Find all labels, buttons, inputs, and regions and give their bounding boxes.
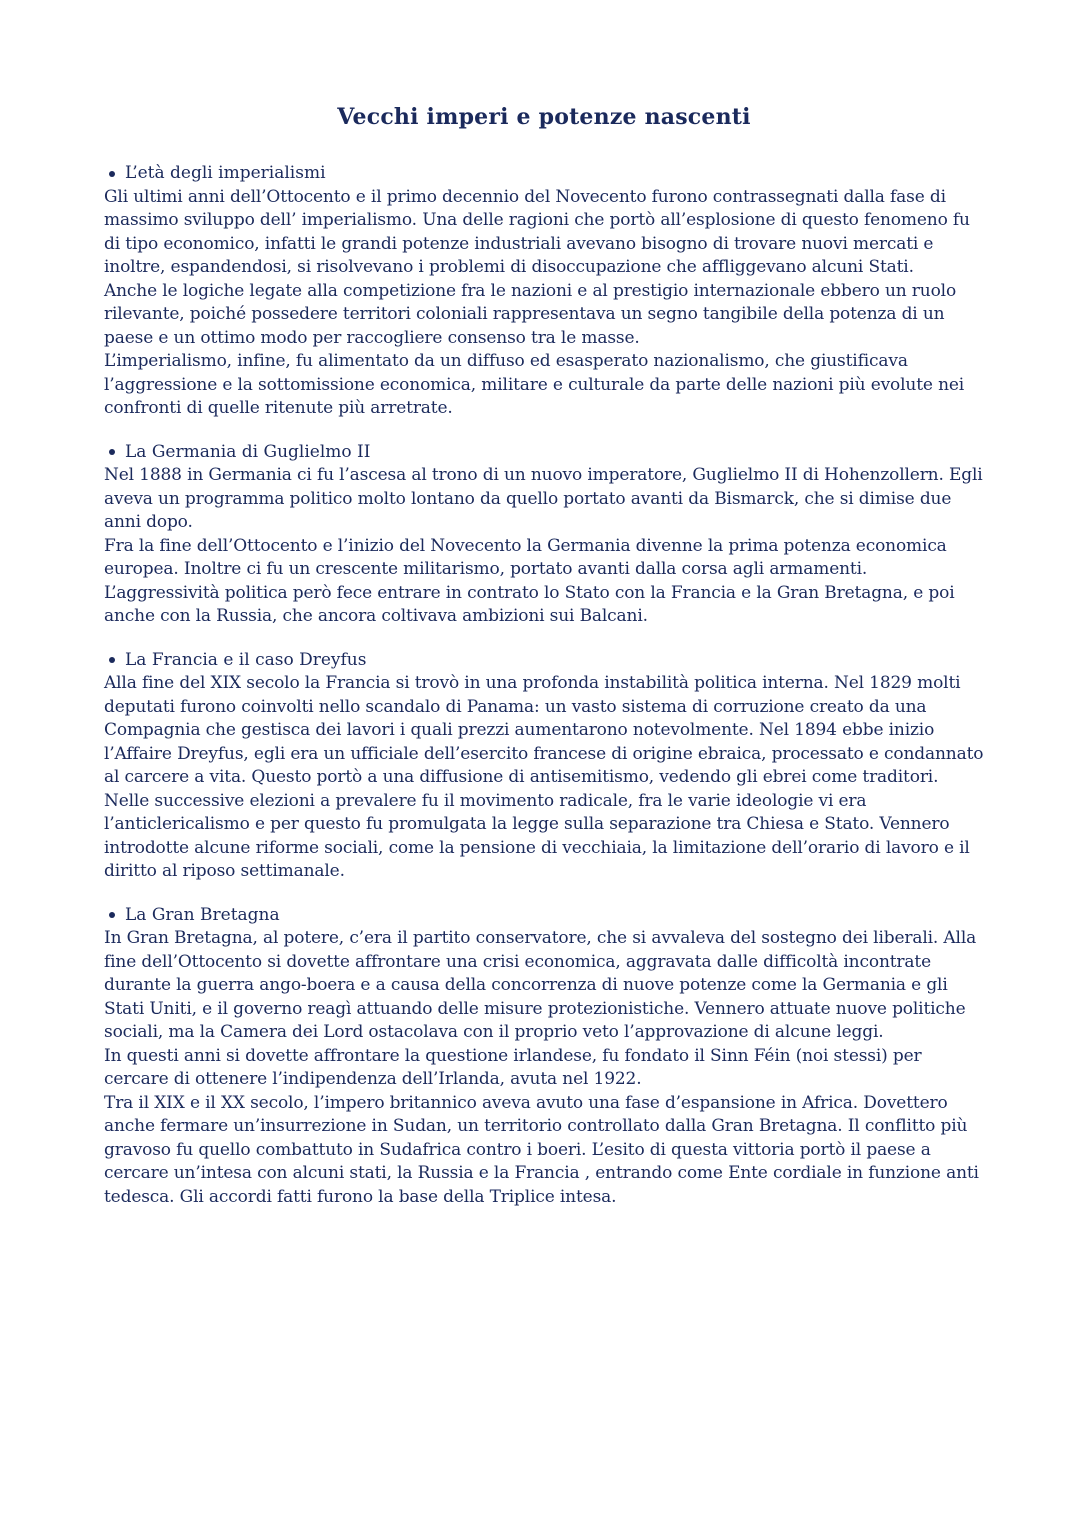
bullet-icon [109, 449, 115, 455]
paragraph: In Gran Bretagna, al potere, c’era il partito conservatore, che si avvaleva del sostegno dei liberali. Alla fine dell’Ottocento si dovette affrontare una crisi economica, aggravata dalle difficoltà incontrate durante la guerra ango-boera e a causa della concorrenza di nuove potenze come la Germania e gli Stati Uniti, e il governo reagì attuando delle misure protezionistiche. Vennero attuate nuove politiche sociali, ma la Camera dei Lord ostacolava con il proprio veto l’approvazione di alcune leggi. [104, 928, 977, 1042]
section-heading [104, 162, 984, 186]
paragraph: Fra la fine dell’Ottocento e l’inizio del Novecento la Germania divenne la prima potenza economica europea. Inoltre ci fu un crescente militarismo, portato avanti dalla corsa agli armamenti. L’aggressività politica però fece entrare in contrato lo Stato con la Francia e la Gran Bretagna, e poi anche con la Russia, che ancora coltivava ambizioni sui Balcani. [104, 535, 955, 626]
bullet-icon [109, 657, 115, 663]
paragraph: Alla fine del XIX secolo la Francia si trovò in una profonda instabilità politica interna. Nel 1829 molti deputati furono coinvolti nello scandalo di Panama: un vasto sistema di corruzione creato da una Compagnia che gestisca dei lavori i quali prezzi aumentarono notevolmente. Nel 1894 ebbe inizio l’Affaire Dreyfus, egli era un ufficiale dell’esercito francese di origine ebraica, processato e condannato al carcere a vita. Questo portò a una diffusione di antisemitismo, vedendo gli ebrei come traditori. [104, 673, 984, 787]
bullet-icon [109, 171, 115, 177]
section-germania [104, 441, 984, 629]
document-page [104, 102, 984, 1229]
section-imperialismi [104, 162, 984, 421]
section-heading-text: La Germania di Guglielmo II [125, 441, 371, 462]
section-francia [104, 649, 984, 884]
page-title: Vecchi imperi e potenze nascenti [337, 104, 751, 130]
paragraph: L’imperialismo, infine, fu alimentato da un diffuso ed esasperato nazionalismo, che giustificava l’aggressione e la sottomissione economica, militare e culturale da parte delle nazioni più evolute nei confronti di quelle ritenute più arretrate. [104, 351, 965, 418]
section-heading-text: La Francia e il caso Dreyfus [125, 649, 367, 670]
section-heading [104, 904, 984, 928]
section-heading-text: L’età degli imperialismi [125, 163, 326, 183]
paragraph: Gli ultimi anni dell’Ottocento e il primo decennio del Novecento furono contrassegnati dalla fase di massimo sviluppo dell’ imperialismo. Una delle ragioni che portò all’esplosione di questo fenomeno fu di tipo economico, infatti le grandi potenze industriali avevano bisogno di trovare nuovi mercati e inoltre, espandendosi, si risolvevano i problemi di disoccupazione che affliggevano alcuni Stati. [104, 186, 970, 277]
section-heading [104, 441, 984, 465]
bullet-icon [109, 912, 115, 918]
section-gran-bretagna [104, 904, 984, 1210]
section-heading-text: La Gran Bretagna [125, 904, 280, 925]
paragraph: Tra il XIX e il XX secolo, l’impero britannico aveva avuto una fase d’espansione in Africa. Dovettero anche fermare un’insurrezione in Sudan, un territorio controllato dalla Gran Bretagna. Il conflitto più gravoso fu quello combattuto in Sudafrica contro i boeri. L’esito di questa vittoria portò il paese a cercare un’intesa con alcuni stati, la Russia e la Francia , entrando come Ente cordiale in funzione anti tedesca. Gli accordi fatti furono la base della Triplice intesa. [104, 1092, 979, 1207]
section-heading [104, 649, 984, 673]
paragraph: In questi anni si dovette affrontare la questione irlandese, fu fondato il Sinn Féin (noi stessi) per cercare di ottenere l’indipendenza dell’Irlanda, avuta nel 1922. [104, 1045, 922, 1089]
paragraph: Nel 1888 in Germania ci fu l’ascesa al trono di un nuovo imperatore, Guglielmo II di Hohenzollern. Egli aveva un programma politico molto lontano da quello portato avanti da Bismarck, che si dimise due anni dopo. [104, 465, 983, 532]
paragraph: Anche le logiche legate alla competizione fra le nazioni e al prestigio internazionale ebbero un ruolo rilevante, poiché possedere territori coloniali rappresentava un segno tangibile della potenza di un paese e un ottimo modo per raccogliere consenso tra le masse. [104, 280, 957, 348]
paragraph: Nelle successive elezioni a prevalere fu il movimento radicale, fra le varie ideologie vi era l’anticlericalismo e per questo fu promulgata la legge sulla separazione tra Chiesa e Stato. Vennero introdotte alcune riforme sociali, come la pensione di vecchiaia, la limitazione dell’orario di lavoro e il diritto al riposo settimanale. [104, 790, 970, 881]
